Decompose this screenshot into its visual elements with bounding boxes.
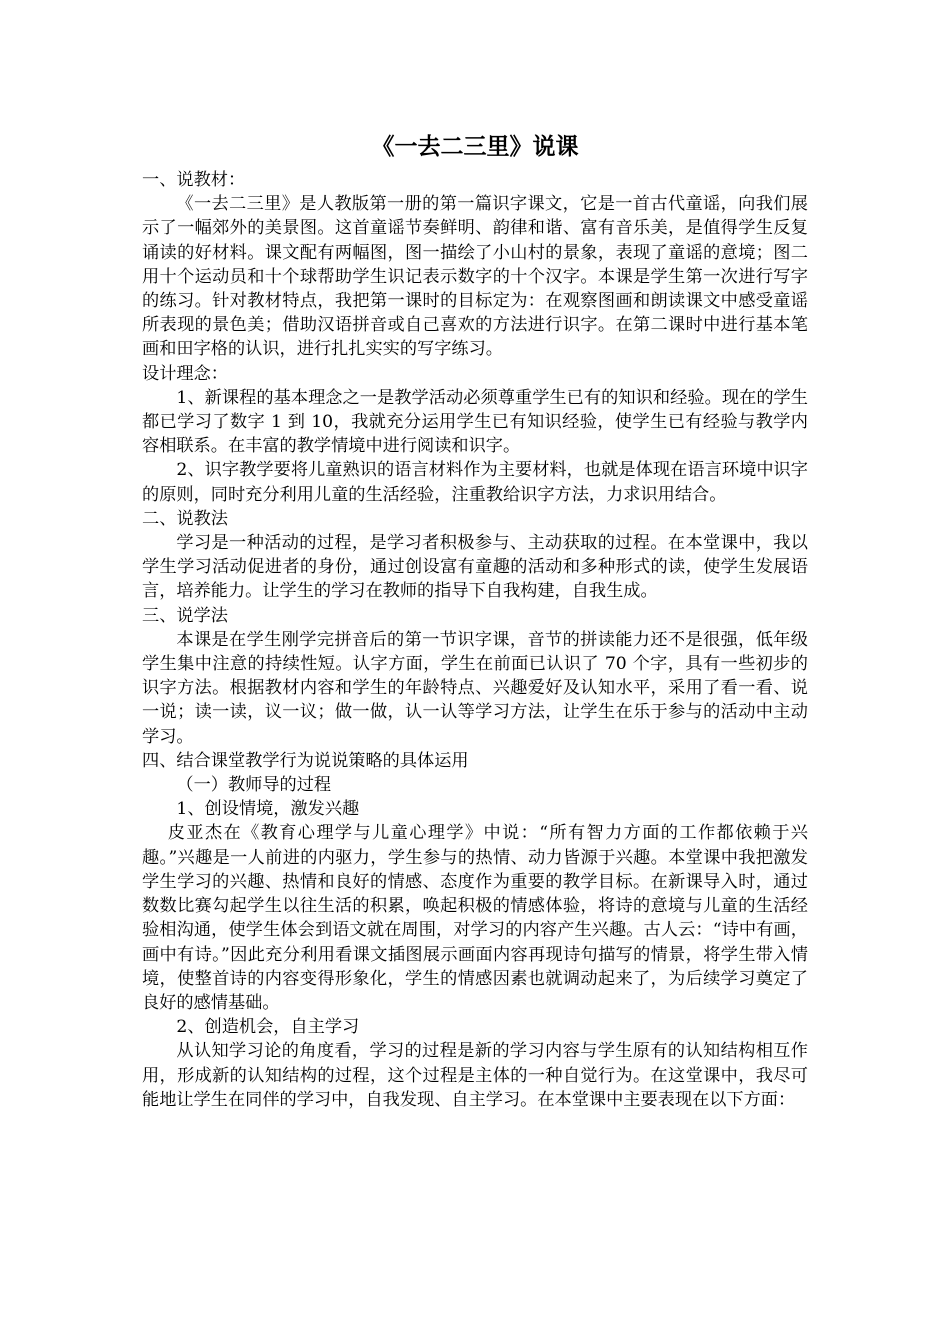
paragraph-teaching-method: 学习是一种活动的过程，是学习者积极参与、主动获取的过程。在本堂课中，我以学生学习活动促进者的身份，通过创设富有童趣的活动和多种形式的读，使学生发展语言，培养能力。让学生的学习在教师的指导下自我构建，自我生成。 bbox=[142, 533, 808, 602]
document-page bbox=[142, 130, 808, 1112]
paragraph-create-situation: 皮亚杰在《教育心理学与儿童心理学》中说：“所有智力方面的工作都依赖于兴趣。”兴趣是一人前进的内驱力，学生参与的热情、动力皆源于兴趣。本堂课中我把激发学生学习的兴趣、热情和良好的情感、态度作为重要的教学目标。在新课导入时，通过数数比赛勾起学生以往生活的积累，唤起积极的情感体验，将诗的意境与儿童的生活经验相沟通，使学生体会到语文就在周围，对学习的内容产生兴趣。古人云：“诗中有画，画中有诗。”因此充分利用看课文插图展示画面内容再现诗句描写的情景，将学生带入情境，使整首诗的内容变得形象化，学生的情感因素也就调动起来了，为后续学习奠定了良好的感情基础。 bbox=[142, 823, 808, 1013]
section-heading-teaching-method: 二、说教法 bbox=[142, 508, 228, 529]
subheading-teacher-guide: （一）教师导的过程 bbox=[176, 775, 332, 796]
document-title: 《一去二三里》说课 bbox=[371, 134, 579, 160]
paragraph-concept-1: 1、新课程的基本理念之一是教学活动必须尊重学生已有的知识和经验。现在的学生都已学习了数字 1 到 10，我就充分运用学生已有知识经验，使学生已有经验与教学内容相联系。在丰富的教学情境中进行阅读和识字。 bbox=[142, 387, 808, 457]
subheading-create-situation: 1、创设情境，激发兴趣 bbox=[176, 799, 360, 820]
paragraph-concept-2: 2、识字教学要将儿童熟识的语言材料作为主要材料，也就是体现在语言环境中识字的原则，同时充分利用儿童的生活经验，注重教给识字方法，力求识用结合。 bbox=[142, 460, 808, 505]
paragraph-learning-method: 本课是在学生刚学完拼音后的第一节识字课，音节的拼读能力还不是很强，低年级学生集中注意的持续性短。认字方面，学生在前面已认识了 70 个字，具有一些初步的识字方法。根据教材内容和学生的年龄特点、兴趣爱好及认知水平，采用了看一看、说一说；读一读，议一议；做一做，认一认等学习方法，让学生在乐于参与的活动中主动学习。 bbox=[142, 629, 808, 747]
section-heading-strategy: 四、结合课堂教学行为说说策略的具体运用 bbox=[142, 750, 469, 771]
paragraph-textbook: 《一去二三里》是人教版第一册的第一篇识字课文，它是一首古代童谣，向我们展示了一幅郊外的美景图。这首童谣节奏鲜明、韵律和谐、富有音乐美，是值得学生反复诵读的好材料。课文配有两幅图，图一描绘了小山村的景象，表现了童谣的意境；图二用十个运动员和十个球帮助学生识记表示数字的十个汉字。本课是学生第一次进行写字的练习。针对教材特点，我把第一课时的目标定为：在观察图画和朗读课文中感受童谣所表现的景色美；借助汉语拼音或自己喜欢的方法进行识字。在第二课时中进行基本笔画和田字格的认识，进行扎扎实实的写字练习。 bbox=[142, 194, 808, 360]
paragraph-create-opportunity: 从认知学习论的角度看，学习的过程是新的学习内容与学生原有的认知结构相互作用，形成新的认知结构的过程，这个过程是主体的一种自觉行为。在这堂课中，我尽可能地让学生在同伴的学习中，自我发现、自主学习。在本堂课中主要表现在以下方面： bbox=[142, 1041, 808, 1110]
subheading-create-opportunity: 2、创造机会，自主学习 bbox=[176, 1017, 360, 1038]
section-heading-textbook: 一、说教材： bbox=[142, 170, 246, 190]
section-heading-design-concept: 设计理念： bbox=[142, 363, 228, 384]
section-heading-learning-method: 三、说学法 bbox=[142, 605, 228, 626]
